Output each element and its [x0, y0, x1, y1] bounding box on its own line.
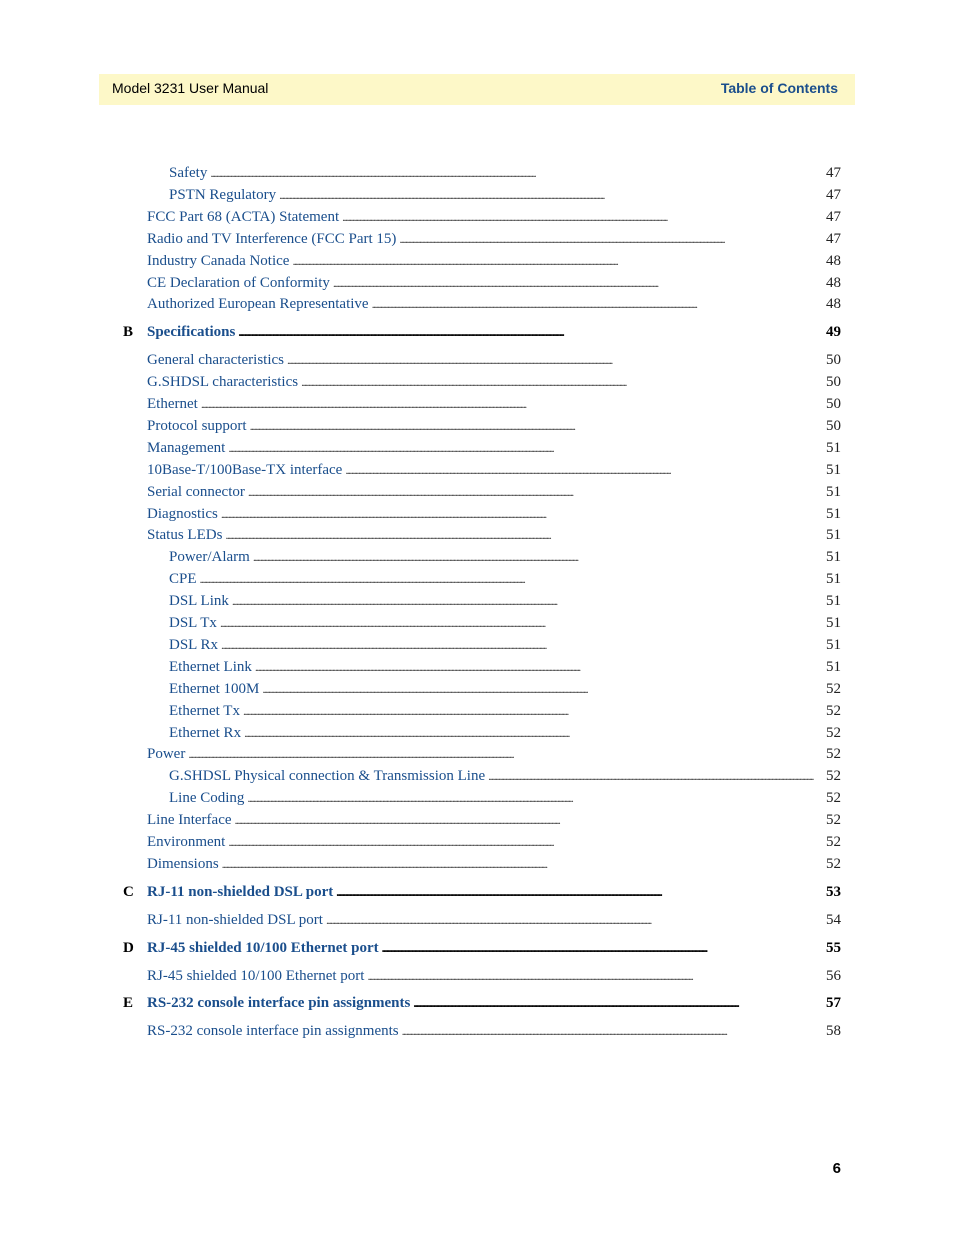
toc-entry[interactable] [169, 701, 841, 721]
toc-entry-page: 52 [826, 834, 841, 850]
toc-entry-page: 55 [826, 939, 841, 956]
toc-entry-title: Safety [169, 165, 208, 181]
toc-entry-page: 52 [826, 746, 841, 763]
toc-entry-page: 50 [826, 352, 841, 369]
toc-entry-title: Status LEDs [147, 527, 223, 544]
toc-entry-title: Dimensions [147, 855, 219, 872]
toc-entry-page: 58 [826, 1023, 841, 1040]
toc-entry[interactable] [169, 766, 841, 786]
toc-entry[interactable] [147, 294, 841, 314]
toc-entry[interactable] [169, 591, 841, 611]
dot-leader [333, 273, 825, 293]
toc-entry-page: 47 [826, 186, 841, 203]
toc-entry-page: 51 [826, 658, 841, 675]
toc-entry-page: 49 [826, 324, 841, 341]
toc-entry-page: 51 [826, 527, 841, 544]
toc-entry-page: 56 [826, 967, 841, 984]
toc-entry-page: 52 [826, 768, 841, 785]
dot-leader [201, 394, 825, 414]
dot-leader [220, 613, 825, 633]
toc-entry-page: 51 [826, 505, 841, 522]
document-title: Model 3231 User Manual [112, 80, 269, 96]
dot-leader [399, 229, 825, 249]
dot-leader [188, 744, 825, 764]
toc-entry-title: Management [147, 439, 226, 456]
toc-entry-page: 52 [826, 790, 841, 807]
appendix-letter: D [123, 939, 134, 956]
toc-chapter-entry[interactable] [147, 993, 841, 1013]
dot-leader [221, 504, 825, 524]
toc-entry-page: 50 [826, 374, 841, 391]
toc-entry[interactable] [147, 832, 841, 852]
toc-entry[interactable] [147, 229, 841, 249]
dot-leader [279, 185, 825, 205]
dot-leader [342, 207, 825, 227]
dot-leader [235, 810, 825, 830]
toc-entry-title: Industry Canada Notice [147, 252, 290, 269]
toc-entry-title: Ethernet Link [169, 658, 252, 675]
toc-entry[interactable] [147, 207, 841, 227]
toc-entry[interactable] [169, 569, 841, 589]
toc-chapter-entry[interactable] [147, 938, 841, 958]
toc-entry-page: 52 [826, 702, 841, 719]
dot-leader [336, 882, 825, 902]
toc-entry-page: 48 [826, 252, 841, 269]
toc-entry-title: RS-232 console interface pin assignments [147, 995, 411, 1012]
toc-entry[interactable] [147, 416, 841, 436]
dot-leader [250, 416, 825, 436]
toc-entry-page: 51 [826, 549, 841, 566]
toc-entry-title: General characteristics [147, 352, 284, 369]
dot-leader [228, 832, 825, 852]
toc-entry[interactable] [169, 679, 841, 699]
toc-entry-title: CE Declaration of Conformity [147, 274, 330, 291]
dot-leader [225, 525, 825, 545]
toc-entry-title: Ethernet Rx [169, 724, 242, 741]
toc-entry[interactable] [147, 273, 841, 293]
toc-entry-title: RJ-11 non-shielded DSL port [147, 911, 323, 928]
toc-entry-title: PSTN Regulatory [169, 186, 277, 203]
toc-entry-title: Line Coding [169, 790, 245, 807]
toc-entry-page: 51 [826, 483, 841, 500]
toc-entry[interactable] [147, 394, 841, 414]
dot-leader [367, 966, 825, 986]
toc-entry-page: 52 [826, 855, 841, 872]
toc-entry-title: DSL Link [169, 593, 229, 610]
toc-entry-title: Power [147, 746, 186, 763]
toc-entry[interactable] [147, 810, 841, 830]
dot-leader [345, 460, 825, 480]
page-number: 6 [832, 1160, 841, 1177]
toc-entry-page: 47 [826, 230, 841, 247]
dot-leader [228, 438, 825, 458]
dot-leader [232, 591, 825, 611]
toc-entry-page: 51 [826, 439, 841, 456]
dot-leader [253, 547, 825, 567]
toc-entry[interactable] [169, 547, 841, 567]
dot-leader [262, 679, 825, 699]
toc-entry-title: Environment [147, 834, 226, 850]
dot-leader [238, 322, 825, 342]
toc-entry-page: 51 [826, 593, 841, 610]
toc-entry[interactable] [169, 723, 841, 743]
toc-entry[interactable] [147, 1021, 841, 1041]
dot-leader [247, 788, 825, 808]
toc-entry-page: 50 [826, 396, 841, 412]
dot-leader [301, 372, 825, 392]
toc-entry-title: G.SHDSL Physical connection & Transmission Line [169, 768, 486, 785]
toc-entry-title: Ethernet Tx [169, 702, 240, 719]
dot-leader [221, 635, 825, 655]
toc-entry-page: 52 [826, 812, 841, 829]
toc-entry-title: Specifications [147, 324, 236, 341]
appendix-letter: C [123, 883, 134, 900]
toc-entry-title: Line Interface [147, 812, 232, 829]
toc-entry-title: Diagnostics [147, 505, 218, 522]
toc-entry-title: RS-232 console interface pin assignments [147, 1023, 399, 1040]
toc-entry[interactable] [147, 525, 841, 545]
toc-entry-title: Protocol support [147, 417, 247, 434]
toc-entry[interactable] [169, 613, 841, 633]
dot-leader [255, 657, 825, 677]
section-title: Table of Contents [720, 80, 838, 96]
toc-entry[interactable] [169, 163, 841, 183]
toc-entry-title: Serial connector [147, 483, 245, 500]
toc-entry-title: RJ-45 shielded 10/100 Ethernet port [147, 939, 379, 956]
dot-leader [382, 938, 825, 958]
toc-entry-title: DSL Tx [169, 615, 217, 631]
toc-entry[interactable] [147, 504, 841, 524]
toc-entry[interactable] [169, 635, 841, 655]
toc-entry-page: 54 [826, 911, 841, 928]
toc-entry-title: CPE [169, 571, 197, 588]
dot-leader [488, 766, 825, 786]
dot-leader [243, 701, 825, 721]
toc-entry-title: Ethernet 100M [169, 680, 260, 697]
toc-entry[interactable] [147, 854, 841, 874]
dot-leader [372, 294, 825, 314]
toc-entry-page: 51 [826, 615, 841, 631]
toc-entry-page: 51 [826, 636, 841, 653]
dot-leader [413, 993, 825, 1013]
toc-entry-title: 10Base-T/100Base-TX interface [147, 461, 343, 478]
toc-entry-title: Ethernet [147, 396, 198, 412]
toc-entry-page: 53 [826, 883, 841, 900]
toc-entry[interactable] [147, 482, 841, 502]
toc-entry[interactable] [147, 744, 841, 764]
dot-leader [200, 569, 825, 589]
toc-entry-title: RJ-45 shielded 10/100 Ethernet port [147, 967, 365, 984]
toc-entry[interactable] [147, 251, 841, 271]
toc-entry-page: 48 [826, 274, 841, 291]
dot-leader [292, 251, 825, 271]
toc-entry-title: Authorized European Representative [147, 296, 369, 313]
toc-entry-title: DSL Rx [169, 636, 219, 653]
toc-entry-title: Radio and TV Interference (FCC Part 15) [147, 230, 397, 247]
dot-leader [222, 854, 825, 874]
toc-entry-title: RJ-11 non-shielded DSL port [147, 883, 334, 900]
dot-leader [244, 723, 825, 743]
appendix-letter: B [123, 324, 134, 341]
dot-leader [248, 482, 825, 502]
toc-entry-title: FCC Part 68 (ACTA) Statement [147, 208, 340, 225]
dot-leader [210, 163, 825, 183]
toc-entry-page: 50 [826, 417, 841, 434]
toc-entry-page: 47 [826, 165, 841, 181]
toc-entry[interactable] [169, 788, 841, 808]
toc-entry[interactable] [147, 910, 841, 930]
toc-entry[interactable] [169, 657, 841, 677]
toc-entry[interactable] [147, 438, 841, 458]
toc-entry-page: 47 [826, 208, 841, 225]
toc-entry-page: 52 [826, 724, 841, 741]
appendix-letter: E [123, 995, 134, 1012]
toc-entry-page: 51 [826, 571, 841, 588]
toc-entry[interactable] [169, 185, 841, 205]
toc-entry-title: Power/Alarm [169, 549, 250, 566]
toc-entry-page: 51 [826, 461, 841, 478]
toc-chapter-entry[interactable] [147, 322, 841, 342]
dot-leader [287, 350, 825, 370]
toc-chapter-entry[interactable] [147, 882, 841, 902]
toc-entry[interactable] [147, 350, 841, 370]
toc-entry[interactable] [147, 966, 841, 986]
toc-entry[interactable] [147, 372, 841, 392]
toc-entry[interactable] [147, 460, 841, 480]
dot-leader [402, 1021, 825, 1041]
toc-entry-title: G.SHDSL characteristics [147, 374, 299, 391]
toc-entry-page: 57 [826, 995, 841, 1012]
toc-entry-page: 48 [826, 296, 841, 313]
dot-leader [326, 910, 825, 930]
toc-entry-page: 52 [826, 680, 841, 697]
